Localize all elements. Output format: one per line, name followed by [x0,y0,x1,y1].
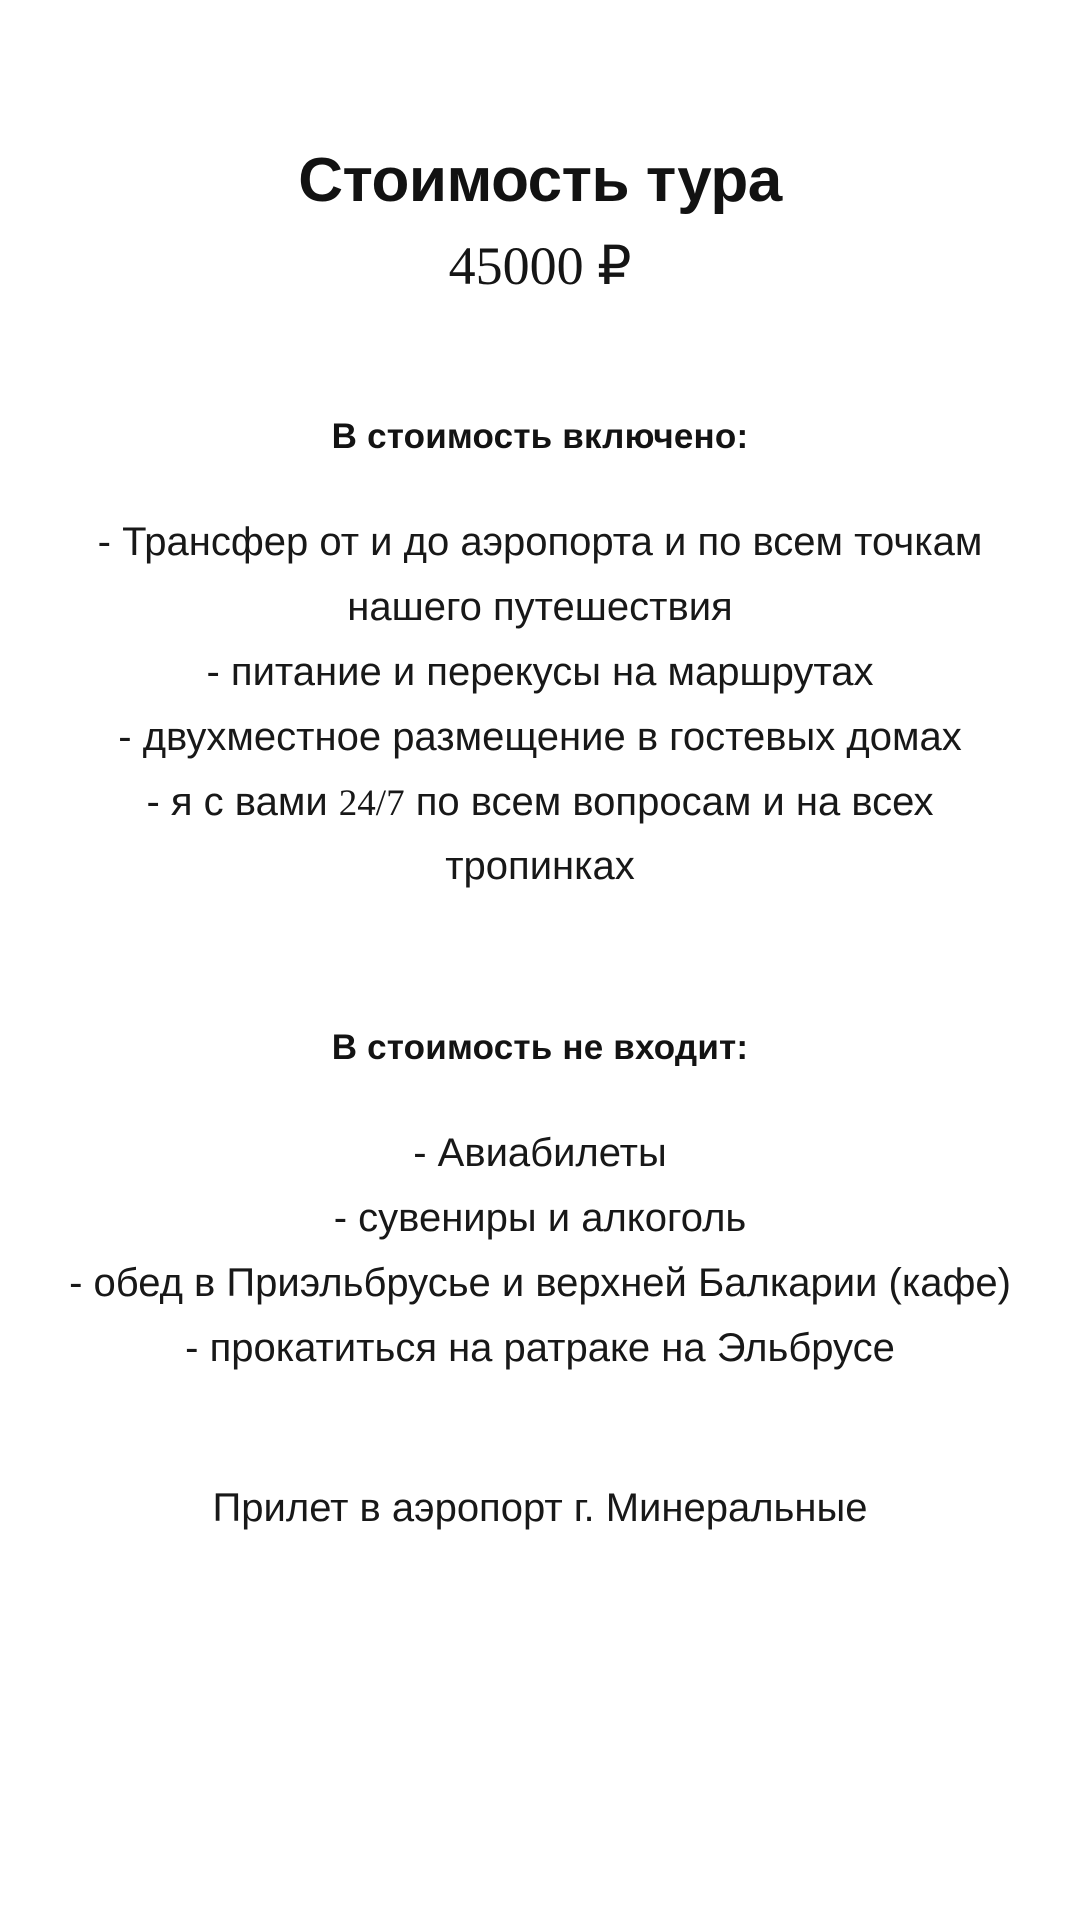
included-item-list [40,458,1040,899]
list-item [40,1186,1040,1251]
list-item [40,1316,1040,1381]
excluded-heading: В стоимость не входит: [331,1028,749,1068]
list-item-text: - обед в Приэльбрусье и верхней Балкарии (кафе) [69,1260,1011,1305]
list-item-text-prefix: - я с вами [146,779,339,824]
section-excluded [40,899,1040,1380]
list-item-text: - Трансфер от и до аэропорта и по всем точкам нашего путешествия [97,520,983,630]
list-item-text: - питание и перекусы на маршрутах [206,649,874,694]
list-item-text: - двухместное размещение в гостевых домах [118,714,962,759]
excluded-item-list [40,1069,1040,1380]
list-item-text: - Авиабилеты [413,1131,667,1176]
list-item [40,705,1040,770]
list-item [40,640,1040,705]
list-item [40,1121,1040,1186]
availability-hours: 24/7 [338,782,405,824]
list-item [40,1251,1040,1316]
list-item [40,510,1040,640]
list-item-text: - прокатиться на ратраке на Эльбрусе [185,1325,895,1370]
section-included [40,296,1040,899]
arrival-note: Прилет в аэропорт г. Минеральные [212,1486,868,1531]
included-heading: В стоимость включено: [331,417,749,457]
list-item-text: - сувениры и алкоголь [333,1195,747,1240]
list-item-text-suffix: по всем вопросам и на всех тропинках [404,779,934,889]
page-title: Стоимость тура [298,146,782,215]
tour-price-value: 45000 ₽ [448,235,632,296]
list-item [40,770,1040,900]
